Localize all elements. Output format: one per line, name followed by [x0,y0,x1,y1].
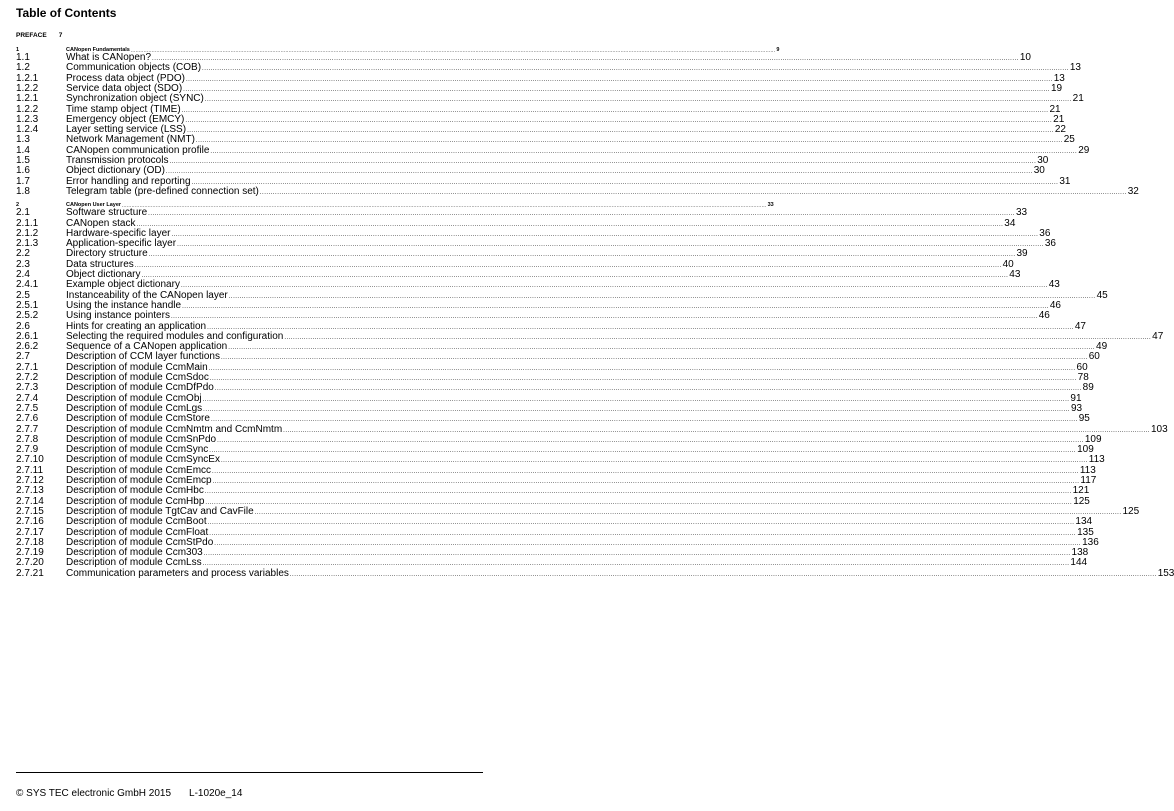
toc-number: 2.7.1 [16,361,39,373]
toc-leader: ................................................................................................................................................................................................................................................................................................................................................................................................................ [210,148,1078,155]
toc-title: Description of module CcmHbp [66,495,205,507]
toc-leader: ................................................................................................................................................................................................................................................................................................................................................................................................................ [220,458,1088,465]
toc-number: 2.5.1 [16,299,39,311]
toc-page-number: 89 [1082,382,1094,394]
toc-number: 1.2.1 [16,72,39,84]
toc-leader: ................................................................................................................................................................................................................................................................................................................................................................................................................ [214,386,1082,393]
toc-leader: ................................................................................................................................................................................................................................................................................................................................................................................................................ [220,355,1088,362]
toc-entry[interactable] [16,134,1075,146]
toc-title: Network Management (NMT) [66,134,195,146]
toc-leader: ................................................................................................................................................................................................................................................................................................................................................................................................................ [209,530,1077,537]
toc-entry[interactable] [16,185,1139,197]
toc-leader: ................................................................................................................................................................................................................................................................................................................................................................................................................ [177,242,1044,249]
toc-page-number: 136 [1082,536,1099,548]
toc-title: Description of module CcmLss [66,557,202,569]
toc-title: Object dictionary [66,269,141,280]
toc-leader: ................................................................................................................................................................................................................................................................................................................................................................................................................ [208,365,1076,372]
toc-title: CANopen User Layer [66,202,122,209]
toc-number: 1.1 [16,52,30,63]
toc-page-number: 103 [1150,423,1168,435]
toc-page-number: 113 [1079,464,1096,476]
toc-title: Description of module CcmMain [66,361,208,373]
toc-title: Telegram table (pre-defined connection set) [66,185,259,197]
toc-page-number: 113 [1088,454,1105,466]
toc-title: Service data object (SDO) [66,82,183,94]
toc-number: 2.7.15 [16,505,44,517]
toc-leader: ................................................................................................................................................................................................................................................................................................................................................................................................................ [217,437,1084,444]
toc-number: 2.7.10 [16,454,44,466]
toc-page-number: 95 [1078,413,1090,425]
toc-leader: ................................................................................................................................................................................................................................................................................................................................................................................................................ [202,561,1070,568]
toc-number: 2.7.4 [16,392,39,404]
preface-label: PREFACE [16,32,47,39]
toc-leader: ................................................................................................................................................................................................................................................................................................................................................................................................................ [254,509,1122,516]
toc-leader: ................................................................................................................................................................................................................................................................................................................................................................................................................ [203,406,1070,413]
toc-leader: ................................................................................................................................................................................................................................................................................................................................................................................................................ [165,169,1033,176]
toc-leader: ................................................................................................................................................................................................................................................................................................................................................................................................................ [204,489,1072,496]
toc-page-number: 33 [767,202,774,209]
toc-leader: ................................................................................................................................................................................................................................................................................................................................................................................................................ [134,262,1002,269]
toc-page-number: 93 [1070,402,1083,414]
toc-page-number: 144 [1070,557,1088,569]
toc-leader: ................................................................................................................................................................................................................................................................................................................................................................................................................ [152,56,1019,62]
toc-page-number: 138 [1071,547,1089,559]
toc-entry[interactable] [16,165,1045,177]
toc-title: Sequence of a CANopen application [66,341,228,353]
toc-leader: ................................................................................................................................................................................................................................................................................................................................................................................................................ [202,66,1069,73]
toc-entry[interactable] [16,382,1094,394]
toc-page-number: 34 [1004,217,1016,229]
toc-leader: ................................................................................................................................................................................................................................................................................................................................................................................................................ [209,448,1077,455]
toc-number: 2.7.21 [16,567,44,579]
toc-number: 2.6.2 [16,341,39,353]
toc-page-number: 135 [1077,526,1094,538]
toc-number: 2.7.19 [16,547,44,559]
toc-page-number: 22 [1054,124,1066,136]
toc-page-number: 19 [1050,82,1063,94]
toc-page-number: 60 [1076,361,1088,373]
toc-entry[interactable] [16,485,1090,497]
toc-number: 2.7.5 [16,402,39,414]
toc-title: Description of module CcmEmcp [66,475,212,486]
toc-title: Description of module CcmDfPdo [66,382,214,394]
toc-page-number: 109 [1077,444,1094,456]
toc-title: Description of module CcmSdoc [66,372,209,383]
toc-page-number: 47 [1152,330,1164,342]
toc-number: 2.2 [16,248,30,260]
toc-number: 2.7.11 [16,464,44,476]
toc-number: 2.7.20 [16,557,44,569]
toc-number: 2.7.9 [16,444,39,456]
toc-page-number: 39 [1016,248,1028,260]
toc-title: Transmission protocols [66,155,169,166]
toc-title: CANopen Fundamentals [66,47,130,53]
toc-page-number: 30 [1037,155,1049,166]
toc-page-number: 125 [1122,505,1140,517]
preface-page: 7 [58,32,63,39]
toc-page-number: 33 [1015,207,1028,219]
toc-page-number: 117 [1080,475,1097,486]
toc-page-number: 78 [1077,372,1089,383]
toc-title: Description of module CcmLgs [66,402,203,414]
toc-number: 2.3 [16,258,30,270]
toc-title: Layer setting service (LSS) [66,124,187,136]
toc-title: Using instance pointers [66,310,170,322]
toc-page-number: 109 [1084,433,1102,445]
toc-number: 2.7.13 [16,485,44,497]
toc-number: 2.1 [16,207,30,219]
toc-leader: ................................................................................................................................................................................................................................................................................................................................................................................................................ [180,283,1048,290]
footer [16,788,242,800]
toc-title: CANopen stack [66,217,136,229]
toc-title: Synchronization object (SYNC) [66,93,204,105]
toc-leader: ................................................................................................................................................................................................................................................................................................................................................................................................................ [212,479,1080,485]
toc-page-number: 91 [1070,392,1082,404]
toc-leader: ................................................................................................................................................................................................................................................................................................................................................................................................................ [148,211,1015,218]
toc-leader: ................................................................................................................................................................................................................................................................................................................................................................................................................ [122,203,767,209]
footer-doc-id: L-1020e_14 [189,788,243,799]
toc-title: Description of module CcmEmcc [66,464,212,476]
toc-page-number: 60 [1088,351,1100,363]
toc-title: Description of module CcmSync [66,444,209,456]
toc-number: 2.5 [16,289,30,301]
toc-number: 2.7.16 [16,516,44,528]
toc-title: Hardware-specific layer [66,227,171,239]
toc-leader: ................................................................................................................................................................................................................................................................................................................................................................................................................ [141,273,1009,279]
toc-leader: ................................................................................................................................................................................................................................................................................................................................................................................................................ [183,86,1050,93]
toc-leader: ................................................................................................................................................................................................................................................................................................................................................................................................................ [228,293,1096,300]
toc-entry[interactable] [16,279,1060,291]
toc-leader: ................................................................................................................................................................................................................................................................................................................................................................................................................ [169,159,1037,165]
toc-title: Description of module CcmNmtm and CcmNmtm [66,423,283,435]
toc-title: Error handling and reporting [66,175,191,187]
toc-leader: ................................................................................................................................................................................................................................................................................................................................................................................................................ [170,314,1038,321]
toc-title: Description of module CcmSyncEx [66,454,220,466]
toc-entry[interactable] [16,413,1090,425]
toc-number: 1.2.1 [16,93,39,105]
toc-leader: ................................................................................................................................................................................................................................................................................................................................................................................................................ [148,252,1016,259]
toc-number: 2.5.2 [16,310,39,322]
toc-page-number: 45 [1096,289,1108,301]
toc-leader: ................................................................................................................................................................................................................................................................................................................................................................................................................ [207,324,1074,331]
toc-number: 2.7.6 [16,413,39,425]
toc-leader: ................................................................................................................................................................................................................................................................................................................................................................................................................ [204,97,1072,104]
toc-title: Communication parameters and process variables [66,567,289,579]
toc-title: Hints for creating an application [66,320,207,332]
toc-entry[interactable] [16,320,1086,332]
toc-page-number: 134 [1075,516,1093,528]
toc-number: 2 [16,202,20,209]
toc-page-number: 40 [1002,258,1014,270]
toc-title: Description of module Ccm303 [66,547,203,559]
toc-leader: ................................................................................................................................................................................................................................................................................................................................................................................................................ [202,396,1070,403]
toc-title: Using the instance handle [66,299,182,311]
toc-title: Description of module CcmBoot [66,516,207,528]
toc-entry[interactable] [16,567,1174,579]
toc-number: 2.6 [16,320,30,332]
toc-leader: ................................................................................................................................................................................................................................................................................................................................................................................................................ [195,138,1063,145]
toc-number: 2.6.1 [16,330,39,342]
page-title: Table of Contents [16,6,117,20]
toc-title: Process data object (PDO) [66,72,185,84]
toc-number: 2.4.1 [16,279,39,291]
toc-leader: ................................................................................................................................................................................................................................................................................................................................................................................................................ [136,221,1004,228]
toc-page-number: 10 [1019,52,1031,63]
toc-leader: ................................................................................................................................................................................................................................................................................................................................................................................................................ [214,540,1082,547]
toc-title: Software structure [66,207,148,219]
toc-number: 2.7 [16,351,30,363]
footer-copyright: © SYS TEC electronic GmbH 2015 [16,788,172,799]
toc-number: 2.1.3 [16,238,39,250]
toc-entry[interactable] [16,93,1084,105]
toc-page-number: 13 [1053,72,1065,84]
toc-page-number: 36 [1044,238,1056,250]
toc-entry[interactable] [16,207,1028,219]
toc-entry[interactable] [16,351,1100,363]
toc-title: Emergency object (EMCY) [66,113,185,125]
toc-number: 2.1.2 [16,227,39,239]
toc-leader: ................................................................................................................................................................................................................................................................................................................................................................................................................ [191,179,1059,186]
toc-page-number: 21 [1072,93,1084,105]
toc-leader: ................................................................................................................................................................................................................................................................................................................................................................................................................ [212,468,1079,475]
toc-number: 1.2.3 [16,113,39,125]
toc-entry[interactable] [16,557,1088,569]
toc-page-number: 29 [1078,144,1090,156]
toc-title: Description of module CcmFloat [66,526,209,538]
toc-page-number: 13 [1069,62,1081,74]
toc-number: 1.7 [16,175,30,187]
toc-page-number: 49 [1096,341,1108,353]
toc-number: 1.2.2 [16,103,39,115]
toc-leader: ................................................................................................................................................................................................................................................................................................................................................................................................................ [182,303,1049,310]
toc-leader: ................................................................................................................................................................................................................................................................................................................................................................................................................ [187,128,1054,135]
toc-entry[interactable] [16,516,1093,528]
toc-leader: ................................................................................................................................................................................................................................................................................................................................................................................................................ [289,571,1157,578]
toc-title: Description of module TgtCav and CavFile [66,505,254,517]
toc-leader: ................................................................................................................................................................................................................................................................................................................................................................................................................ [259,189,1127,196]
toc-title: Application-specific layer [66,238,177,250]
toc-number: 2.1.1 [16,217,39,229]
toc-title: Directory structure [66,248,148,260]
toc-number: 1.5 [16,155,30,166]
toc-title: Object dictionary (OD) [66,165,165,177]
toc-number: 1.6 [16,165,30,177]
toc-page-number: 32 [1127,185,1139,197]
toc-leader: ................................................................................................................................................................................................................................................................................................................................................................................................................ [185,76,1053,83]
toc-number: 1 [16,47,20,53]
toc-page-number: 36 [1039,227,1051,239]
toc-page-number: 30 [1033,165,1045,177]
toc-number: 2.4 [16,269,30,280]
toc-number: 2.7.3 [16,382,39,394]
toc-number: 2.7.7 [16,423,39,435]
toc-title: Description of module CcmStore [66,413,210,425]
toc-page-number: 21 [1049,103,1061,115]
toc-page-number: 43 [1009,269,1021,280]
toc-page-number: 31 [1059,175,1071,187]
toc-leader: ................................................................................................................................................................................................................................................................................................................................................................................................................ [209,376,1077,382]
toc-number: 2.7.12 [16,475,44,486]
toc-title: Description of CCM layer functions [66,351,220,363]
toc-number: 2.7.8 [16,433,39,445]
toc-entry[interactable] [16,454,1105,466]
toc-entry[interactable] [16,248,1028,260]
toc-leader: ................................................................................................................................................................................................................................................................................................................................................................................................................ [228,345,1096,352]
toc-leader: ................................................................................................................................................................................................................................................................................................................................................................................................................ [185,117,1053,124]
toc-title: What is CANopen? [66,52,152,63]
toc-leader: ................................................................................................................................................................................................................................................................................................................................................................................................................ [130,48,776,53]
toc-number: 2.7.14 [16,495,44,507]
toc-entry[interactable] [16,217,1016,229]
toc-page-number: 43 [1048,279,1060,291]
toc-page-number: 21 [1053,113,1065,125]
toc-page-number: 9 [776,47,780,53]
toc-number: 1.2 [16,62,30,74]
toc-page-number: 25 [1063,134,1075,146]
toc-number: 1.2.4 [16,124,39,136]
toc-leader: ................................................................................................................................................................................................................................................................................................................................................................................................................ [207,520,1075,527]
toc-title: Example object dictionary [66,279,180,291]
toc-page-number: 121 [1072,485,1090,497]
toc-number: 2.7.17 [16,526,44,538]
toc-number: 1.2.2 [16,82,39,94]
toc-entry[interactable] [16,103,1061,115]
toc-entry[interactable] [16,526,1094,538]
toc-title: Description of module CcmHbc [66,485,204,497]
toc-title: Description of module CcmSnPdo [66,433,217,445]
toc-title: CANopen communication profile [66,144,210,156]
toc-number: 2.7.18 [16,536,44,548]
toc-entry[interactable] [16,423,1168,435]
toc-page-number: 125 [1073,495,1090,507]
toc-number: 2.7.2 [16,372,39,383]
toc-page-number: 46 [1038,310,1050,322]
toc-leader: ................................................................................................................................................................................................................................................................................................................................................................................................................ [205,499,1073,506]
toc-number: 1.4 [16,144,30,156]
footer-divider [16,772,483,773]
toc-leader: ................................................................................................................................................................................................................................................................................................................................................................................................................ [283,427,1150,434]
toc-page-number: 46 [1049,299,1061,311]
preface-entry [16,32,62,40]
toc-leader: ................................................................................................................................................................................................................................................................................................................................................................................................................ [203,551,1071,558]
toc-page-number: 47 [1074,320,1086,332]
toc-title: Communication objects (COB) [66,62,202,74]
toc-leader: ................................................................................................................................................................................................................................................................................................................................................................................................................ [181,107,1049,114]
toc-number: 1.3 [16,134,30,146]
toc-leader: ................................................................................................................................................................................................................................................................................................................................................................................................................ [210,417,1078,424]
toc-title: Description of module CcmObj [66,392,202,404]
toc-title: Instanceability of the CANopen layer [66,289,228,301]
toc-leader: ................................................................................................................................................................................................................................................................................................................................................................................................................ [171,231,1039,238]
toc-title: Selecting the required modules and configuration [66,330,284,342]
toc-number: 1.8 [16,185,30,197]
toc-title: Time stamp object (TIME) [66,103,181,115]
toc-page-number: 153 [1157,567,1174,579]
toc-title: Description of module CcmStPdo [66,536,214,548]
toc-entry[interactable] [16,310,1050,322]
toc-leader: ................................................................................................................................................................................................................................................................................................................................................................................................................ [284,334,1152,341]
toc-entry[interactable] [16,62,1081,74]
toc-title: Data structures [66,258,134,270]
